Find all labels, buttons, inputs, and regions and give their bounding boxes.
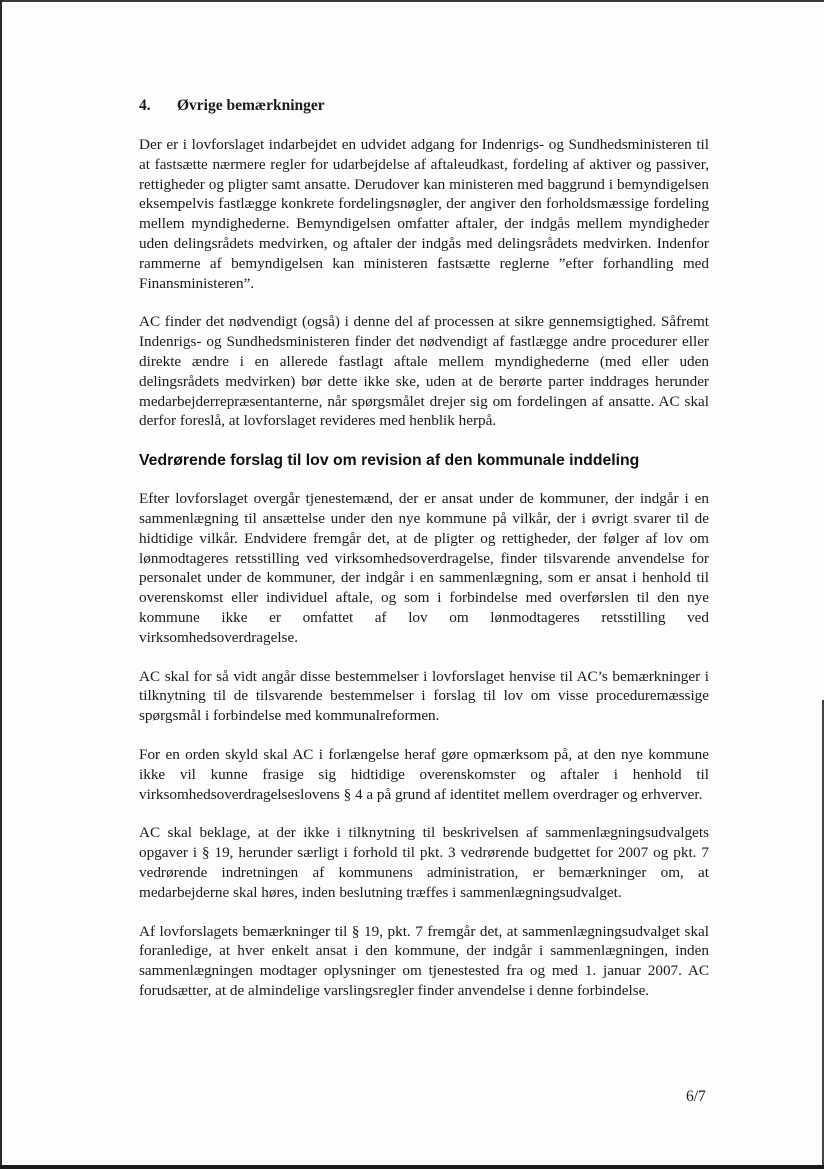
paragraph: AC skal for så vidt angår disse bestemmelser i lovforslaget henvise til AC’s bemærkninger i tilknytning til de tilsvarende bestemmelser i forslag til lov om visse proceduremæssige spørgsmål i forbindelse med kommunalreformen. — [139, 667, 709, 725]
paragraph: AC finder det nødvendigt (også) i denne del af processen at sikre gennemsigtighed. Såfremt Indenrigs- og Sundhedsministeren finder det nødvendigt af fastlægge andre procedurer eller direkte ændre i en allerede fastlagt aftale mellem myndighederne (med eller uden delingsrådets medvirken) bør dette ikke ske, uden at de berørte parter inddrages herunder medarbejderrepræsentanterne, når spørgsmålet drejer sig om fordelingen af ansatte. AC skal derfor foreslå, at lovforslaget revideres med henblik herpå. — [139, 313, 709, 430]
page-number: 6/7 — [686, 1088, 706, 1105]
section-number: 4. — [139, 97, 151, 114]
paragraph: Efter lovforslaget overgår tjenestemænd, der er ansat under de kommuner, der indgår i en sammenlægning til ansættelse under den nye kommune på vilkår, der i øvrigt svarer til de hidtidige vilkår. Endvidere fremgår det, at de pligter og rettigheder, der følger af lov om lønmodtageres retsstilling ved virksomhedsoverdragelse, finder tilsvarende anvendelse for personalet under de kommuner, der indgår i en sammenlægning, som er ansat i henhold til overenskomst eller individuel aftale, og som i forbindelse med overførslen til den nye kommune ikke er omfattet af lov om lønmodtageres retsstilling ved virksomhedsoverdragelse. — [139, 490, 709, 646]
scan-edge-left — [0, 0, 2, 1169]
paragraph: For en orden skyld skal AC i forlængelse heraf gøre opmærksom på, at den nye kommune ikke vil kunne frasige sig hidtidige overenskomster og aftaler i henhold til virksomhedsoverdragelseslovens § 4 a på grund af identitet mellem overdrager og erhverver. — [139, 745, 709, 803]
section-title: Øvrige bemærkninger — [177, 97, 325, 114]
section-heading: Vedrørende forslag til lov om revision af den kommunale inddeling — [139, 452, 640, 470]
paragraph: Der er i lovforslaget indarbejdet en udvidet adgang for Indenrigs- og Sundhedsministeren til at fastsætte nærmere regler for udarbejdelse af aftaleudkast, fordeling af aktiver og passiver, rettigheder og pligter samt ansatte. Derudover kan ministeren med baggrund i bemyndigelsen eksempelvis fastlægge konkrete fordelingsnøgler, der angiver den forholdsmæssige fordeling mellem myndighederne. Bemyndigelsen omfatter aftaler, der indgås mellem myndigheder uden delingsrådets medvirken, og aftaler der indgås med delingsrådets medvirken. Indenfor rammerne af bemyndigelsen kan ministeren fastsætte reglerne ”efter forhandling med Finansministeren”. — [139, 136, 709, 292]
paragraph: AC skal beklage, at der ikke i tilknytning til beskrivelsen af sammenlægningsudvalgets opgaver i § 19, herunder særligt i forhold til pkt. 3 vedrørende budgettet for 2007 og pkt. 7 vedrørende indretningen af kommunens administration, er bemærkninger om, at medarbejderne skal høres, inden beslutning træffes i sammenlægningsudvalget. — [139, 824, 709, 901]
paragraph: Af lovforslagets bemærkninger til § 19, pkt. 7 fremgår det, at sammenlægningsudvalget skal foranledige, at hver enkelt ansat i den kommune, der indgår i sammenlægningen, inden sammenlægningen modtager oplysninger om tjenestested fra og med 1. januar 2007. AC forudsætter, at de almindelige varslingsregler finder anvendelse i denne forbindelse. — [139, 922, 709, 999]
scan-edge-bottom — [0, 1165, 824, 1169]
scan-edge-top — [0, 0, 824, 2]
section-4-heading — [139, 96, 709, 116]
document-body — [139, 96, 709, 1020]
